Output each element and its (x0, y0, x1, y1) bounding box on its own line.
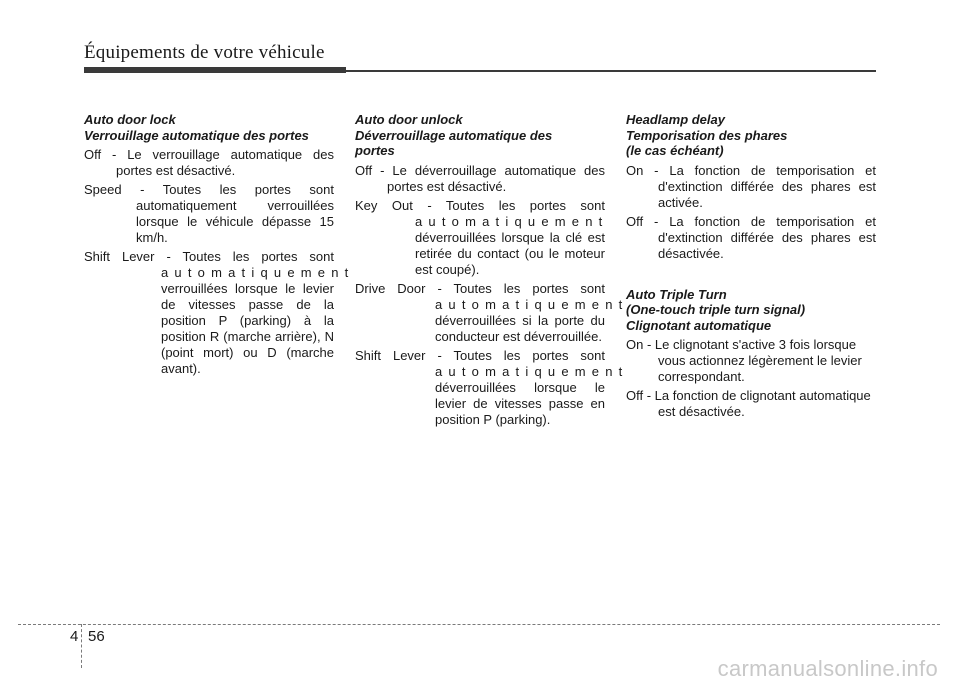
option-text: automatiquement (435, 363, 629, 379)
heading-fr: Clignotant automatique (626, 317, 772, 333)
option-entry: Key Out - Toutes les portes sont automatiquement déverrouillées lorsque la clé est retirée du contact (ou le moteur est coupé). (355, 197, 609, 277)
heading-en: Headlamp delay (626, 112, 725, 127)
option-text: La fonction de temporisation et d'extinction différée des phares est activée. (658, 162, 876, 210)
section-spacer (626, 265, 876, 287)
chapter-number: 4 (70, 628, 79, 645)
column-lighting-options (626, 112, 876, 423)
option-entry: Off - Le déverrouillage automatique des portes est désactivé. (355, 162, 605, 194)
option-key: On (626, 337, 644, 352)
header-rule-thick (84, 67, 346, 73)
option-text: Le verrouillage automatique des portes est désactivé. (116, 147, 334, 178)
option-entry: On - La fonction de temporisation et d'extinction différée des phares est activée. (626, 162, 876, 210)
option-entry: Off - Le verrouillage automatique des portes est désactivé. (84, 147, 334, 178)
heading-fr-cont: portes (355, 143, 395, 158)
option-text: déverrouillées si la porte du conducteur est déverrouillée. (435, 312, 605, 344)
heading-fr: Déverrouillage automatique des (355, 127, 553, 143)
option-entry: Drive Door - Toutes les portes sont automatiquement déverrouillées si la porte du conducteur est déverrouillée. (355, 280, 629, 344)
column-auto-door-unlock (355, 112, 629, 431)
section-heading (355, 112, 605, 159)
option-text: automatiquement (415, 213, 609, 229)
page-title: Équipements de votre véhicule (84, 42, 325, 63)
option-entry: Shift Lever - Toutes les portes sont automatiquement déverrouillées lorsque le levier de vitesses passe en position P (parking). (355, 347, 629, 427)
section-heading (84, 112, 334, 143)
option-text: Toutes les portes sont (453, 280, 605, 296)
heading-fr: Verrouillage automatique des portes (84, 127, 309, 143)
column-auto-door-lock (84, 112, 355, 380)
heading-note: (le cas échéant) (626, 143, 724, 158)
heading-en: Auto door unlock (355, 112, 463, 127)
option-text: déverrouillées lorsque la clé est retirée du contact (ou le moteur est coupé). (415, 229, 605, 277)
option-key: Off (626, 388, 644, 403)
option-key: Shift Lever (355, 347, 426, 363)
heading-fr: Temporisation des phares (626, 127, 788, 143)
option-key: Off (626, 213, 644, 229)
option-key: Key Out (355, 197, 413, 213)
option-text: Le clignotant s'active 3 fois lorsque vous actionnez légèrement le levier correspondant. (654, 337, 862, 384)
option-key: Speed (84, 182, 122, 197)
option-text: La fonction de temporisation et d'extinction différée des phares est désactivée. (658, 213, 876, 261)
heading-en-sub: (One-touch triple turn signal) (626, 302, 806, 317)
section-heading (626, 287, 876, 334)
option-text: La fonction de clignotant automatique est désactivée. (654, 388, 871, 419)
option-text: automatiquement (435, 296, 629, 312)
footer-divider (81, 624, 82, 668)
option-entry: Off - La fonction de clignotant automatique est désactivée. (626, 388, 871, 419)
option-text: déverrouillées lorsque le levier de vitesses passe en position P (parking). (435, 379, 605, 427)
option-text: verrouillées lorsque le levier de vitesses passe de la position P (parking) à la position R (marche arrière), N (point mort) ou D (marche avant). (161, 281, 334, 376)
heading-en: Auto door lock (84, 112, 176, 127)
option-key: Off (84, 147, 102, 162)
option-text: Le déverrouillage automatique des portes est désactivé. (387, 162, 605, 194)
option-key: Drive Door (355, 280, 426, 296)
heading-en: Auto Triple Turn (626, 286, 727, 302)
page-number: 56 (88, 628, 105, 645)
option-text: Toutes les portes sont (445, 197, 605, 213)
option-entry: Speed - Toutes les portes sont automatiquement verrouillées lorsque le véhicule dépasse 15 km/h. (84, 182, 334, 245)
option-key: Shift Lever (84, 249, 155, 264)
option-text: automatiquement (161, 265, 355, 280)
section-heading (626, 112, 876, 159)
option-key: Off (355, 162, 373, 178)
footer-rule (18, 624, 940, 625)
option-text: Toutes les portes sont (182, 249, 334, 264)
option-entry: Off - La fonction de temporisation et d'extinction différée des phares est désactivée. (626, 213, 876, 261)
option-text: Toutes les portes sont (453, 347, 605, 363)
option-text: Toutes les portes sont automatiquement verrouillées lorsque le véhicule dépasse 15 km/h. (136, 182, 334, 245)
watermark-text: carmanualsonline.info (717, 656, 938, 681)
option-key: On (626, 162, 644, 178)
header-rule-thin (346, 70, 876, 72)
option-entry: On - Le clignotant s'active 3 fois lorsque vous actionnez légèrement le levier correspondant. (626, 337, 862, 384)
option-entry: Shift Lever - Toutes les portes sont automatiquement verrouillées lorsque le levier de vitesses passe de la position P (parking) à la position R (marche arrière), N (point mort) ou D (marche avant). (84, 249, 355, 376)
